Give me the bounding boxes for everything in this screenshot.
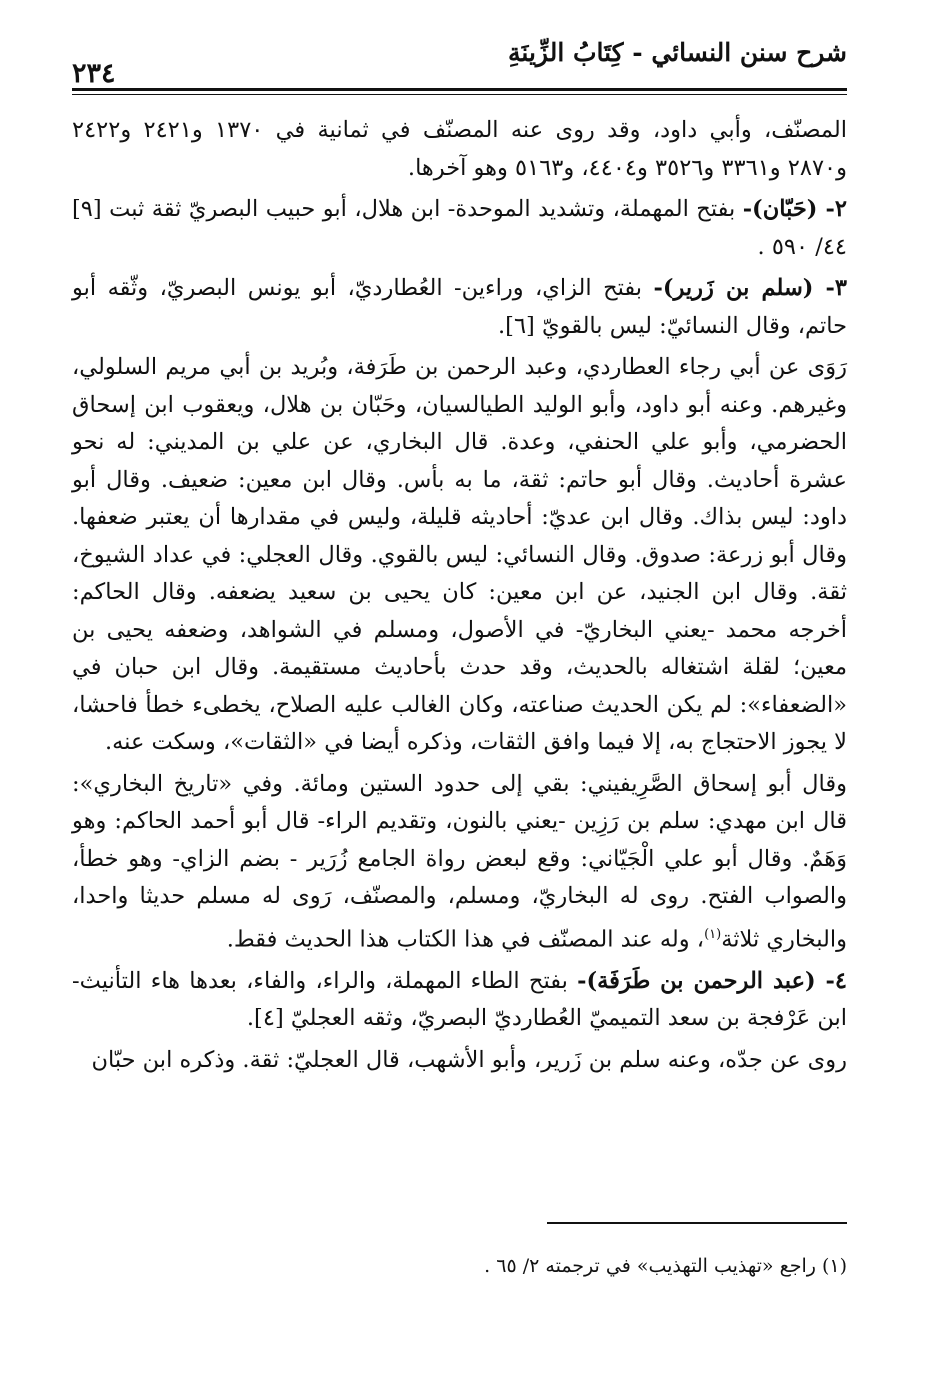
paragraph — [72, 191, 847, 266]
paragraph-text: بفتح المهملة، وتشديد الموحدة- ابن هلال، أبو حبيب البصريّ ثقة ثبت [٩] ٤٤/ ٥٩٠ . — [72, 196, 847, 260]
paragraph-text: بفتح الطاء المهملة، والراء، والفاء، بعدها هاء التأنيث- ابن عَرْفجة بن سعد التميميّ العُطارديّ البصريّ، وثقه العجليّ [٤]. — [72, 967, 847, 1031]
header-rule-thick — [72, 88, 847, 91]
paragraph-text: بفتح الزاي، وراءين- العُطارديّ، أبو يونس البصريّ، وثّقه أبو حاتم، وقال النسائيّ: ليس بالقويّ [٦]. — [72, 275, 847, 339]
header-title: شرح سنن النسائي - كِتَابُ الزِّينَةِ — [508, 38, 847, 67]
narrator-heading: ٣- (سلم بن زَرير)- — [653, 275, 847, 301]
running-header — [72, 38, 847, 94]
footnote: (١) راجع «تهذيب التهذيب» في ترجمته ٢/ ٦٥ . — [484, 1255, 847, 1277]
narrator-heading: ٢- (حَبّان)- — [742, 196, 847, 222]
paragraph: المصنّف، وأبي داود، وقد روى عنه المصنّف في ثمانية في ١٣٧٠ و٢٤٢١ و٢٤٢٢ و٢٨٧٠ و٣٣٦١ و٣٥٢٦ و٤٤٠٤، و٥١٦٣ وهو آخرها. — [72, 117, 847, 181]
footnote-marker[interactable]: (١) — [704, 926, 722, 942]
main-text — [72, 112, 847, 1083]
narrator-heading: ٤- (عبد الرحمن بن طَرَفَة)- — [577, 967, 847, 994]
footnote-rule — [547, 1222, 847, 1224]
paragraph-text: وقال أبو إسحاق الصَّرِيفيني: بقي إلى حدود الستين ومائة. وفي «تاريخ البخاري»: قال ابن مهدي: سلم بن رَزِين -يعني بالنون، وتقديم الراء- قال أبو أحمد الحاكم: وهو وَهَمٌ. وقال أبو علي الْجَيّاني: وقع لبعض رواة الجامع زُرَير - بضم الزاي- وهو خطأ، والصواب الفتح. روى له البخاريّ، ومسلم، والمصنّف، رَوى له مسلم حديثا واحدا، والبخاري ثلاثة — [72, 770, 847, 952]
paragraph — [72, 766, 847, 959]
header-rule-thin — [72, 94, 847, 95]
paragraph — [72, 270, 847, 345]
paragraph: روى عن جدّه، وعنه سلم بن زَرير، وأبو الأشهب، قال العجليّ: ثقة. وذكره ابن حبّان — [91, 1046, 847, 1073]
paragraph — [72, 963, 847, 1038]
page-number: ٢٣٤ — [72, 58, 116, 89]
paragraph: رَوَى عن أبي رجاء العطاردي، وعبد الرحمن بن طَرَفة، وبُريد بن أبي مريم السلولي، وغيرهم. وعنه أبو داود، وأبو الوليد الطيالسيان، وحَبّان بن هلال، ويعقوب ابن إسحاق الحضرمي، وأبو علي الحنفي، وعدة. قال البخاري، عن علي بن المديني: له نحو عشرة أحاديث. وقال أبو حاتم: ثقة، ما به بأس. وقال ابن معين: ضعيف. وقال أبو داود: ليس بذاك. وقال ابن عديّ: أحاديثه قليلة، وليس في مقدارها أن يعتبر ضعفها. وقال أبو زرعة: صدوق. وقال النسائي: ليس بالقوي. وقال العجلي: في عداد الشيوخ، ثقة. وقال ابن الجنيد، عن ابن معين: كان يحيى بن سعيد يضعفه. وقال الحاكم: أخرجه محمد -يعني البخاريّ- في الأصول، ومسلم في الشواهد، وضعفه يحيى بن معين؛ لقلة اشتغاله بالحديث، وقد حدث بأحاديث مستقيمة. وقال ابن حبان في «الضعفاء»: لم يكن الحديث صناعته، وكان الغالب عليه الصلاح، يخطىء خطأ فاحشا، لا يجوز الاحتجاج به، إلا فيما وافق الثقات، وذكره أيضا في «الثقات»، وسكت عنه. — [72, 354, 847, 755]
paragraph-text: ، وله عند المصنّف في هذا الكتاب هذا الحديث فقط. — [226, 926, 705, 952]
